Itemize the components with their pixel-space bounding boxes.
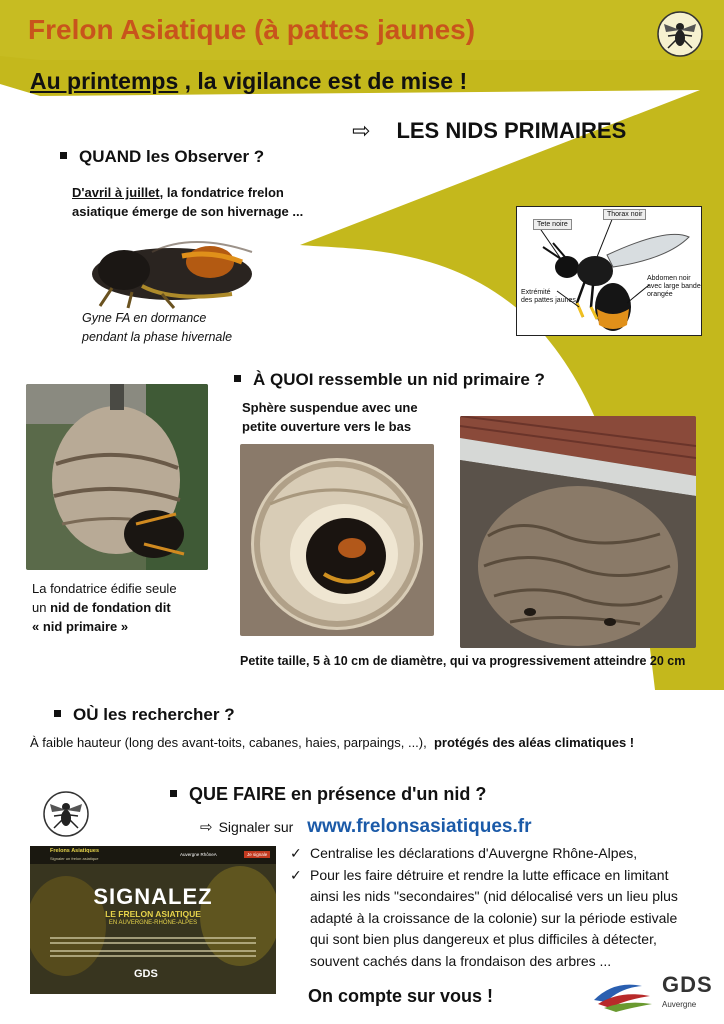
region-select: Auvergne RhôneA	[180, 852, 217, 857]
hornet-badge-top	[656, 10, 704, 58]
site-name: Frelons Asiatiques	[50, 848, 100, 854]
hornet-logo-icon	[656, 10, 704, 58]
quand-intro: D'avril à juillet, la fondatrice frelon asiatique émerge de son hivernage ...	[72, 185, 304, 219]
gds-logo-text: GDS	[662, 972, 713, 997]
gds-logo-region: Auvergne	[662, 1000, 697, 1009]
site-signal-button: Je signale	[244, 851, 270, 858]
subtitle-rest: , la vigilance est de mise !	[178, 68, 468, 94]
dormant-caption: Gyne FA en dormance pendant la phase hivernale	[82, 311, 233, 344]
bullet-icon	[170, 790, 177, 797]
hornet-anatomy-diagram	[516, 206, 702, 336]
list-item: ✓ Pour les faire détruire et rendre la lutte efficace en limitant ainsi les nids "secondaires" (nid délocalisé vers un lieu plus adapté à la croissance de la colonie) sur la période estivale qui sont bien plus dangereux et plus difficiles à détecter, souvent cachés dans la frondaison des arbres ...	[290, 866, 678, 969]
label-abdomen: Abdomen noir avec large bande orangée	[647, 275, 701, 298]
section-title-text: LES NIDS PRIMAIRES	[396, 118, 627, 143]
que-faire-heading: QUE FAIRE en présence d'un nid ?	[170, 784, 486, 805]
hornet-logo-icon	[42, 790, 90, 838]
list-item: ✓ Centralise les déclarations d'Auvergne Rhône-Alpes,	[286, 843, 696, 865]
hornet-dormant-photo	[82, 222, 258, 310]
gds-logo	[590, 970, 714, 1018]
closing-message: On compte sur vous !	[308, 986, 494, 1006]
website-link[interactable]: www.frelonsasiatiques.fr	[307, 816, 532, 837]
nest-left-caption: La fondatrice édifie seule un nid de fondation dit « nid primaire »	[32, 581, 177, 634]
bullet-icon	[54, 710, 61, 717]
ou-text: À faible hauteur (long des avant-toits, cabanes, haies, parpaings, ...), protégés des aléas climatiques !	[30, 735, 635, 750]
arrow-right-icon: ⇨	[200, 819, 213, 836]
site-headline: SIGNALEZ	[93, 884, 213, 909]
primary-nest-photo-left	[26, 384, 208, 570]
hornet-badge-bottom	[42, 790, 90, 838]
page-subtitle	[30, 68, 467, 95]
site-body-lines	[50, 934, 256, 960]
gds-swoosh-icon	[590, 974, 654, 1014]
subtitle-underlined: Au printemps	[30, 68, 179, 94]
quoi-heading: À QUOI ressemble un nid primaire ?	[234, 370, 545, 390]
site-sub2: EN AUVERGNE-RHÔNE-ALPES	[108, 920, 198, 926]
section-title-nids	[352, 118, 626, 144]
label-legs: Extrémité des pattes jaunes	[521, 289, 576, 304]
website-screenshot	[30, 846, 276, 994]
primary-nest-photo-middle	[240, 444, 434, 636]
label-head: Tete noire	[533, 219, 572, 230]
site-sub1: LE FRELON ASIATIQUE	[105, 909, 201, 919]
check-icon: ✓	[290, 845, 302, 861]
primary-nest-photo-right	[460, 416, 696, 648]
ou-heading: OÙ les rechercher ?	[54, 705, 235, 725]
arrow-right-icon: ⇨	[352, 118, 371, 143]
label-thorax: Thorax noir	[603, 209, 646, 220]
bullet-icon	[60, 152, 67, 159]
quoi-description: Sphère suspendue avec une petite ouverture vers le bas	[242, 400, 418, 434]
nest-size-note: Petite taille, 5 à 10 cm de diamètre, qui va progressivement atteindre 20 cm	[240, 654, 686, 668]
site-tagline: Signaler un frelon asiatique	[50, 856, 99, 861]
bullet-icon	[234, 375, 241, 382]
check-icon: ✓	[290, 866, 302, 883]
action-checklist	[286, 843, 696, 972]
quand-heading: QUAND les Observer ?	[60, 147, 264, 167]
page-title: Frelon Asiatique (à pattes jaunes)	[28, 14, 476, 45]
site-logo-gds: GDS	[134, 968, 158, 980]
signal-line: ⇨ Signaler sur www.frelonsasiatiques.fr	[200, 816, 532, 837]
